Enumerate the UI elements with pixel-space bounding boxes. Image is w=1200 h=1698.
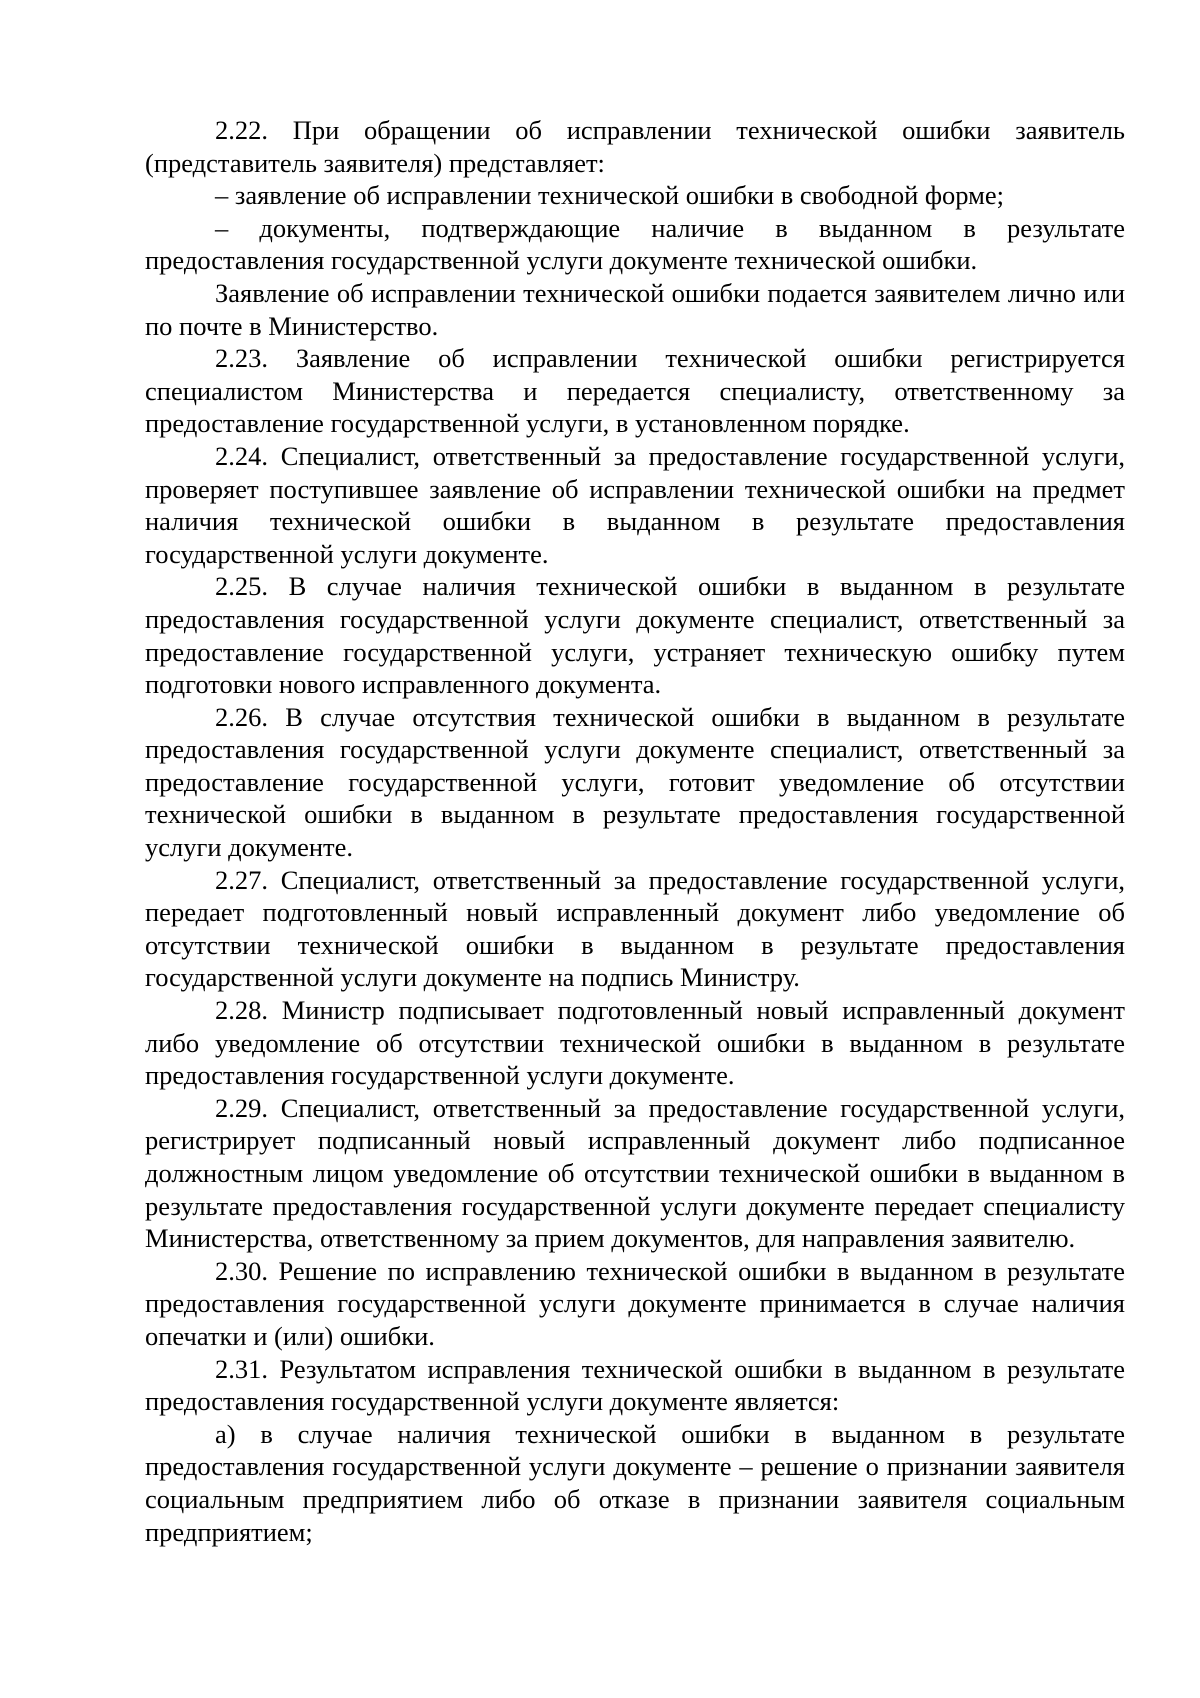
paragraph-2-30: 2.30. Решение по исправлению технической ошибки в выданном в результате предоставления государственной услуги документе принимается в случае наличия опечатки и (или) ошибки. (145, 1255, 1125, 1351)
paragraph-2-29: 2.29. Специалист, ответственный за предоставление государственной услуги, регистрирует подписанный новый исправленный документ либо подписанное должностным лицом уведомление об отсутствии технической ошибки в выданном в результате предоставления государственной услуги документе передает специалисту Министерства, ответственному за прием документов, для направления заявителю. (145, 1092, 1125, 1254)
paragraph-list-item-documents: – документы, подтверждающие наличие в выданном в результате предоставления государственной услуги документе технической ошибки. (145, 212, 1125, 276)
paragraph-2-24: 2.24. Специалист, ответственный за предоставление государственной услуги, проверяет поступившее заявление об исправлении технической ошибки на предмет наличия технической ошибки в выданном в результате предоставления государственной услуги документе. (145, 440, 1125, 569)
paragraph-2-27: 2.27. Специалист, ответственный за предоставление государственной услуги, передает подготовленный новый исправленный документ либо уведомление об отсутствии технической ошибки в выданном в результате предоставления государственной услуги документе на подпись Министру. (145, 864, 1125, 993)
paragraph-2-22: 2.22. При обращении об исправлении технической ошибки заявитель (представитель заявителя) представляет: (145, 115, 1125, 178)
paragraph-2-31: 2.31. Результатом исправления технической ошибки в выданном в результате предоставления государственной услуги документе является: (145, 1353, 1125, 1417)
paragraph-2-23: 2.23. Заявление об исправлении технической ошибки регистрируется специалистом Министерства и передается специалисту, ответственному за предоставление государственной услуги, в установленном порядке. (145, 343, 1125, 439)
paragraph-2-26: 2.26. В случае отсутствия технической ошибки в выданном в результате предоставления государственной услуги документе специалист, ответственный за предоставление государственной услуги, готовит уведомление об отсутствии технической ошибки в выданном в результате предоставления государственной услуги документе. (145, 701, 1125, 863)
paragraph-2-28: 2.28. Министр подписывает подготовленный новый исправленный документ либо уведомление об отсутствии технической ошибки в выданном в результате предоставления государственной услуги документе. (145, 995, 1125, 1091)
paragraph-list-item-application: – заявление об исправлении технической ошибки в свободной форме; (215, 180, 1005, 211)
paragraph-2-25: 2.25. В случае наличия технической ошибки в выданном в результате предоставления государственной услуги документе специалист, ответственный за предоставление государственной услуги, устраняет техническую ошибку путем подготовки нового исправленного документа. (145, 571, 1125, 700)
paragraph-item-a: а) в случае наличия технической ошибки в выданном в результате предоставления государственной услуги документе – решение о признании заявителя социальным предприятием либо об отказе в признании заявителя социальным предприятием; (145, 1418, 1125, 1547)
paragraph-submission: Заявление об исправлении технической ошибки подается заявителем лично или по почте в Министерство. (145, 277, 1125, 341)
document-page (145, 114, 1125, 1548)
